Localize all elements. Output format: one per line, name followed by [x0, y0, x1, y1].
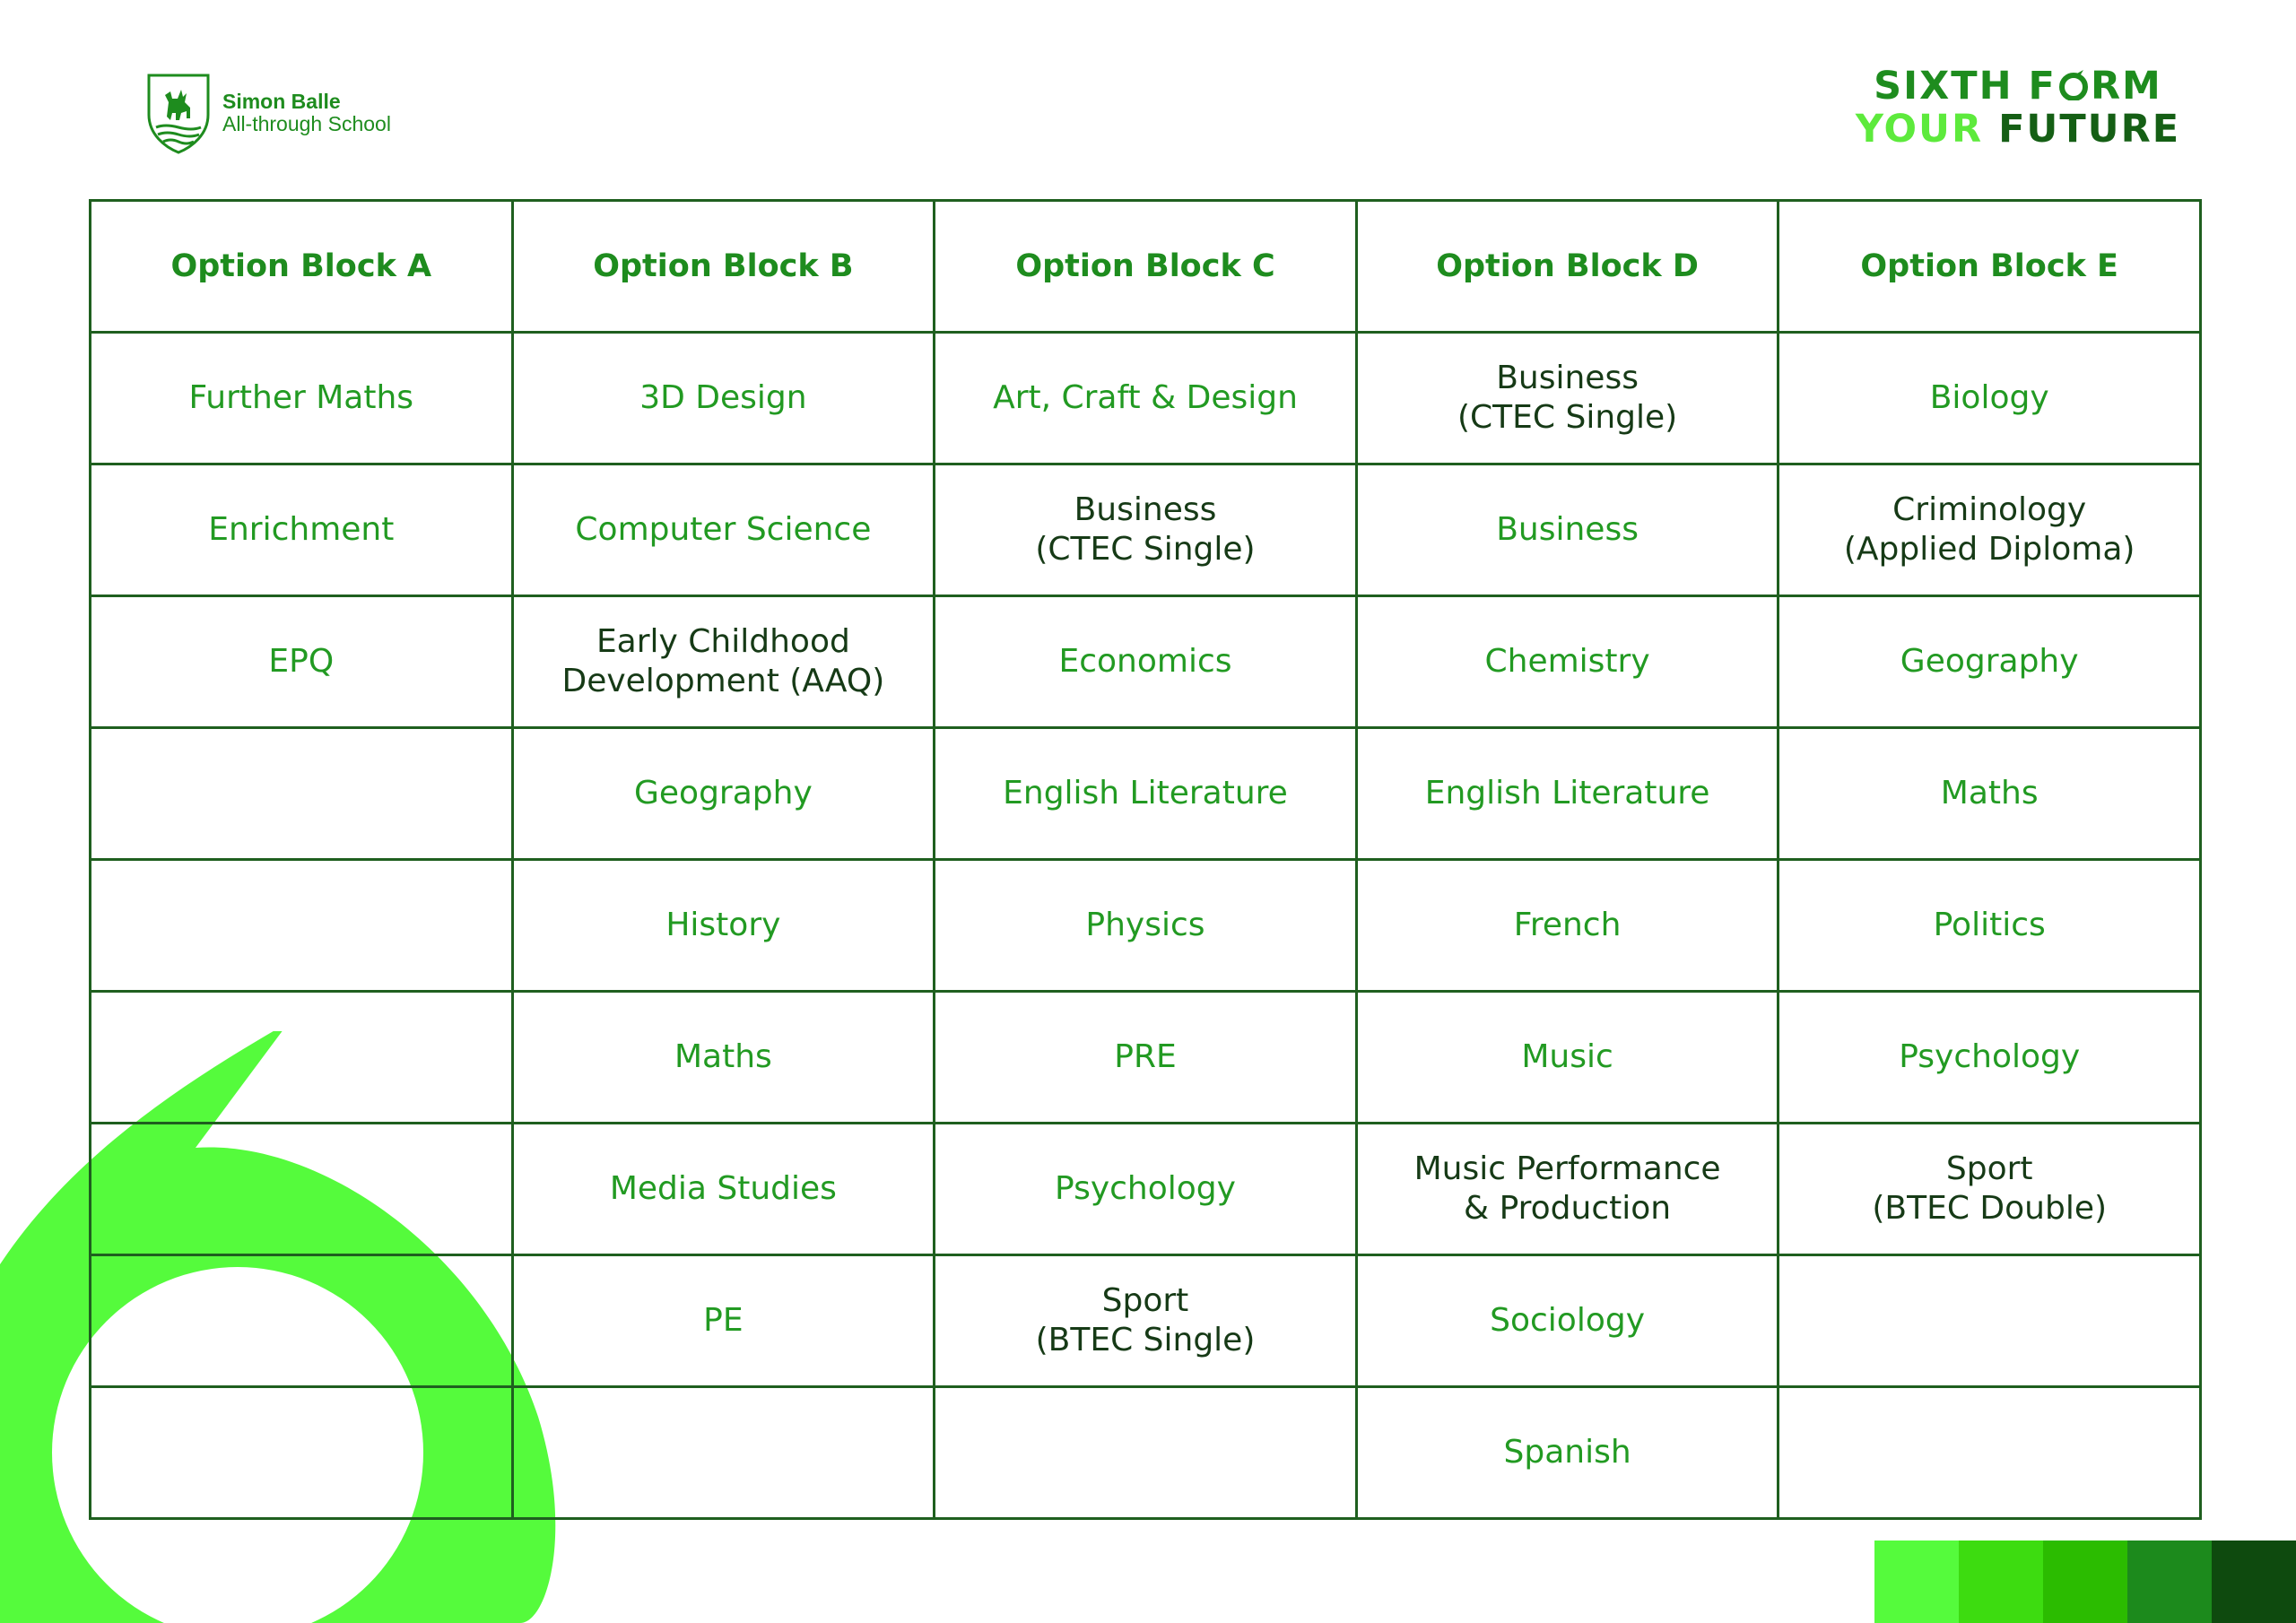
subject-cell-a [91, 1255, 513, 1387]
brand-o-leaf-icon [2057, 66, 2091, 97]
colour-swatches [1874, 1541, 2296, 1623]
subject-name: Sport (BTEC Single) [1035, 1282, 1256, 1358]
table-row [91, 860, 2201, 992]
subject-cell-d [1356, 596, 1779, 728]
subject-cell-d [1356, 1255, 1779, 1387]
subject-name: English Literature [1424, 775, 1710, 812]
subject-cell-b [512, 464, 935, 596]
subject-cell-b [512, 860, 935, 992]
subject-cell-a [91, 464, 513, 596]
subject-cell-a [91, 992, 513, 1124]
subject-name: Biology [1929, 379, 2049, 416]
subject-cell-a [91, 1124, 513, 1255]
subject-name: Chemistry [1484, 643, 1650, 680]
school-text [222, 91, 391, 135]
subject-cell-e [1779, 1255, 2201, 1387]
subject-cell-b [512, 1387, 935, 1519]
brand-your: YOUR [1855, 107, 1984, 152]
subject-cell-d [1356, 464, 1779, 596]
subject-name: Criminology (Applied Diploma) [1843, 491, 2135, 568]
subject-name: Maths [1940, 775, 2039, 812]
subject-cell-a [91, 596, 513, 728]
subject-name: Business (CTEC Single) [1035, 491, 1256, 568]
subject-cell-e [1779, 1124, 2201, 1255]
subject-cell-d [1356, 1387, 1779, 1519]
subject-name: PRE [1114, 1038, 1177, 1075]
subject-cell-e [1779, 860, 2201, 992]
header-option-block-b: Option Block B [512, 201, 935, 333]
subject-cell-d [1356, 333, 1779, 464]
subject-cell-b [512, 992, 935, 1124]
subject-cell-c [935, 1387, 1357, 1519]
subject-name: Media Studies [609, 1170, 837, 1207]
table-row [91, 464, 2201, 596]
subject-cell-d [1356, 860, 1779, 992]
subject-cell-e [1779, 728, 2201, 860]
header-option-block-e: Option Block E [1779, 201, 2201, 333]
subject-name: Geography [634, 775, 813, 812]
subject-cell-a [91, 1387, 513, 1519]
table-row [91, 1124, 2201, 1255]
subject-name: Politics [1933, 907, 2046, 943]
subject-cell-a [91, 728, 513, 860]
subject-name: History [665, 907, 781, 943]
subject-name: Music [1521, 1038, 1613, 1075]
subject-cell-c [935, 992, 1357, 1124]
subject-cell-e [1779, 1387, 2201, 1519]
subject-cell-a [91, 333, 513, 464]
table-header-row [91, 201, 2201, 333]
subject-cell-c [935, 464, 1357, 596]
subject-name: Economics [1058, 643, 1232, 680]
brand-line-2 [1848, 108, 2188, 151]
school-logo [145, 72, 391, 154]
stag-crest-icon [145, 72, 212, 154]
swatch-4 [2127, 1541, 2212, 1623]
table-row [91, 992, 2201, 1124]
subject-name: Spanish [1503, 1434, 1631, 1471]
option-blocks-table [89, 199, 2202, 1520]
subject-cell-e [1779, 333, 2201, 464]
school-subtitle: All-through School [222, 112, 391, 135]
subject-cell-c [935, 728, 1357, 860]
swatch-3 [2043, 1541, 2127, 1623]
subject-name: Geography [1900, 643, 2079, 680]
school-name: Simon Balle [222, 90, 341, 113]
subject-name: French [1513, 907, 1622, 943]
subject-cell-a [91, 860, 513, 992]
header-option-block-d: Option Block D [1356, 201, 1779, 333]
swatch-5 [2212, 1541, 2296, 1623]
subject-cell-e [1779, 596, 2201, 728]
brand-future: FUTURE [1998, 107, 2181, 152]
brand-sixth-f: SIXTH F [1874, 64, 2057, 108]
subject-name: Business [1496, 511, 1639, 548]
subject-cell-d [1356, 1124, 1779, 1255]
table-row [91, 728, 2201, 860]
brand-rm: RM [2090, 64, 2162, 108]
subject-name: Sport (BTEC Double) [1872, 1150, 2108, 1227]
subject-cell-e [1779, 992, 2201, 1124]
subject-cell-c [935, 596, 1357, 728]
subject-name: Physics [1085, 907, 1205, 943]
subject-name: Maths [674, 1038, 772, 1075]
subject-name: Music Performance & Production [1413, 1150, 1721, 1227]
subject-name: Computer Science [575, 511, 872, 548]
table-body [91, 333, 2201, 1519]
subject-name: Early Childhood Development (AAQ) [561, 623, 885, 699]
subject-cell-c [935, 333, 1357, 464]
subject-name: EPQ [268, 643, 335, 680]
subject-cell-b [512, 333, 935, 464]
subject-name: Psychology [1055, 1170, 1236, 1207]
table-row [91, 333, 2201, 464]
subject-cell-e [1779, 464, 2201, 596]
table-row [91, 596, 2201, 728]
header-option-block-c: Option Block C [935, 201, 1357, 333]
sixth-form-brand [1848, 65, 2188, 151]
subject-name: 3D Design [639, 379, 807, 416]
subject-name: PE [703, 1302, 744, 1339]
subject-name: Psychology [1899, 1038, 2081, 1075]
swatch-2 [1959, 1541, 2043, 1623]
subject-cell-c [935, 860, 1357, 992]
subject-name: Sociology [1490, 1302, 1646, 1339]
subject-cell-c [935, 1124, 1357, 1255]
brand-line-1 [1848, 65, 2188, 108]
swatch-1 [1874, 1541, 1959, 1623]
table-row [91, 1255, 2201, 1387]
subject-cell-d [1356, 728, 1779, 860]
header-option-block-a: Option Block A [91, 201, 513, 333]
subject-name: Further Maths [188, 379, 414, 416]
subject-cell-b [512, 596, 935, 728]
subject-name: Enrichment [208, 511, 395, 548]
subject-name: Art, Craft & Design [993, 379, 1298, 416]
subject-cell-c [935, 1255, 1357, 1387]
subject-name: Business (CTEC Single) [1457, 360, 1678, 436]
table-row [91, 1387, 2201, 1519]
subject-name: English Literature [1003, 775, 1288, 812]
subject-cell-b [512, 1124, 935, 1255]
subject-cell-b [512, 728, 935, 860]
subject-cell-b [512, 1255, 935, 1387]
subject-cell-d [1356, 992, 1779, 1124]
